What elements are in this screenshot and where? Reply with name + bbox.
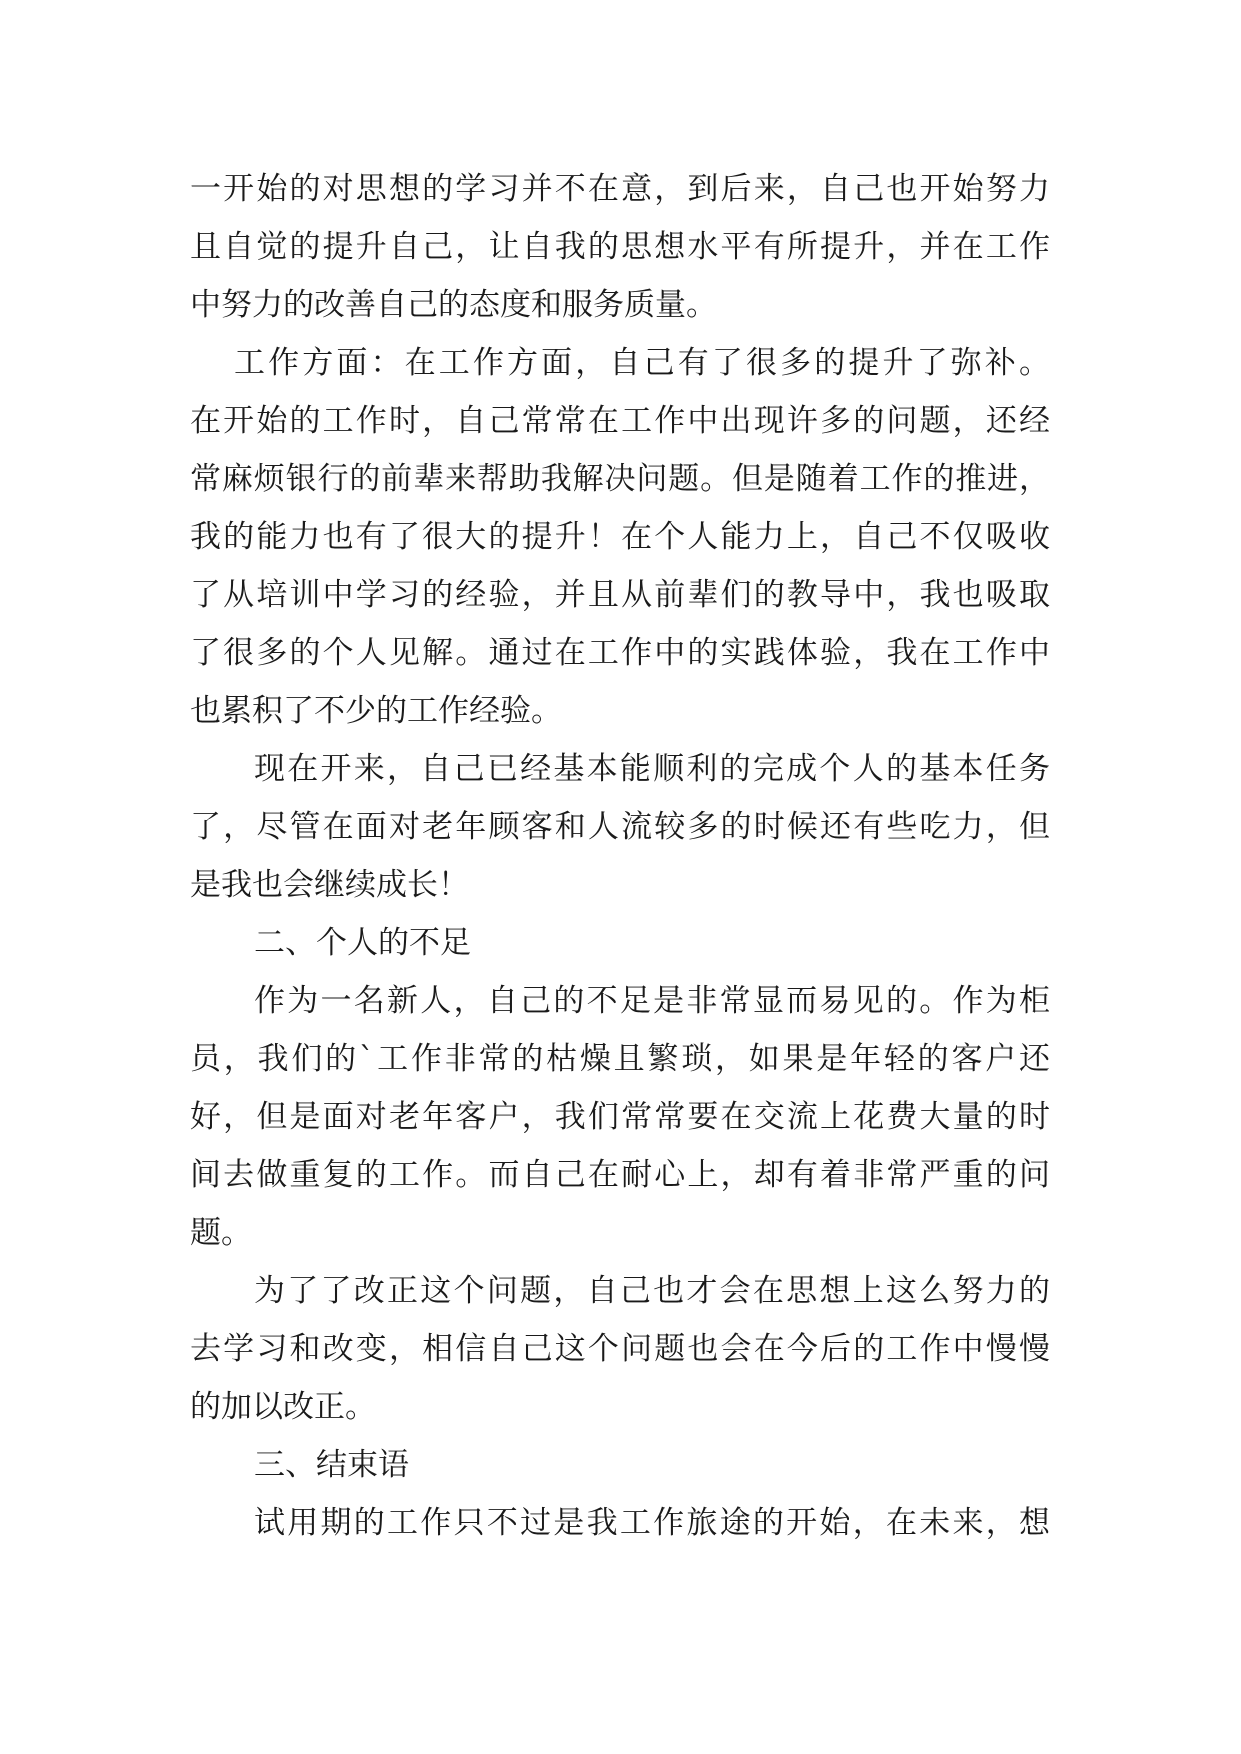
- paragraph-line: 的加以改正。: [190, 1389, 376, 1425]
- paragraph-line: 常麻烦银行的前辈来帮助我解决问题。但是随着工作的推进，: [190, 461, 1050, 497]
- paragraph-line: 且自觉的提升自己，让自我的思想水平有所提升，并在工作: [190, 229, 1050, 265]
- paragraph-line: 工作方面：在工作方面，自己有了很多的提升了弥补。: [234, 345, 1050, 381]
- paragraph-line: 现在开来，自己已经基本能顺利的完成个人的基本任务: [254, 751, 1050, 787]
- paragraph-line: 了很多的个人见解。通过在工作中的实践体验，我在工作中: [190, 635, 1050, 671]
- section-heading: 二、个人的不足: [254, 925, 471, 961]
- paragraph-line: 中努力的改善自己的态度和服务质量。: [190, 287, 717, 323]
- paragraph-line: 为了了改正这个问题，自己也才会在思想上这么努力的: [254, 1273, 1050, 1309]
- section-heading: 三、结束语: [254, 1447, 409, 1483]
- paragraph-line: 在开始的工作时，自己常常在工作中出现许多的问题，还经: [190, 403, 1050, 439]
- paragraph-line: 试用期的工作只不过是我工作旅途的开始，在未来，想: [254, 1505, 1050, 1541]
- paragraph-line: 也累积了不少的工作经验。: [190, 693, 562, 729]
- paragraph-line: 作为一名新人，自己的不足是非常显而易见的。作为柜: [254, 983, 1050, 1019]
- paragraph-line: 题。: [190, 1215, 252, 1251]
- paragraph-line: 了从培训中学习的经验，并且从前辈们的教导中，我也吸取: [190, 577, 1050, 613]
- paragraph-line: 间去做重复的工作。而自己在耐心上，却有着非常严重的问: [190, 1157, 1050, 1193]
- paragraph-line: 是我也会继续成长！: [190, 867, 469, 903]
- paragraph-line: 去学习和改变，相信自己这个问题也会在今后的工作中慢慢: [190, 1331, 1050, 1367]
- paragraph-line: 我的能力也有了很大的提升！在个人能力上，自己不仅吸收: [190, 519, 1050, 555]
- paragraph-line: 一开始的对思想的学习并不在意，到后来，自己也开始努力: [190, 171, 1050, 207]
- paragraph-line: 员，我们的`工作非常的枯燥且繁琐，如果是年轻的客户还: [190, 1041, 1050, 1077]
- paragraph-line: 了，尽管在面对老年顾客和人流较多的时候还有些吃力，但: [190, 809, 1050, 845]
- paragraph-line: 好，但是面对老年客户，我们常常要在交流上花费大量的时: [190, 1099, 1050, 1135]
